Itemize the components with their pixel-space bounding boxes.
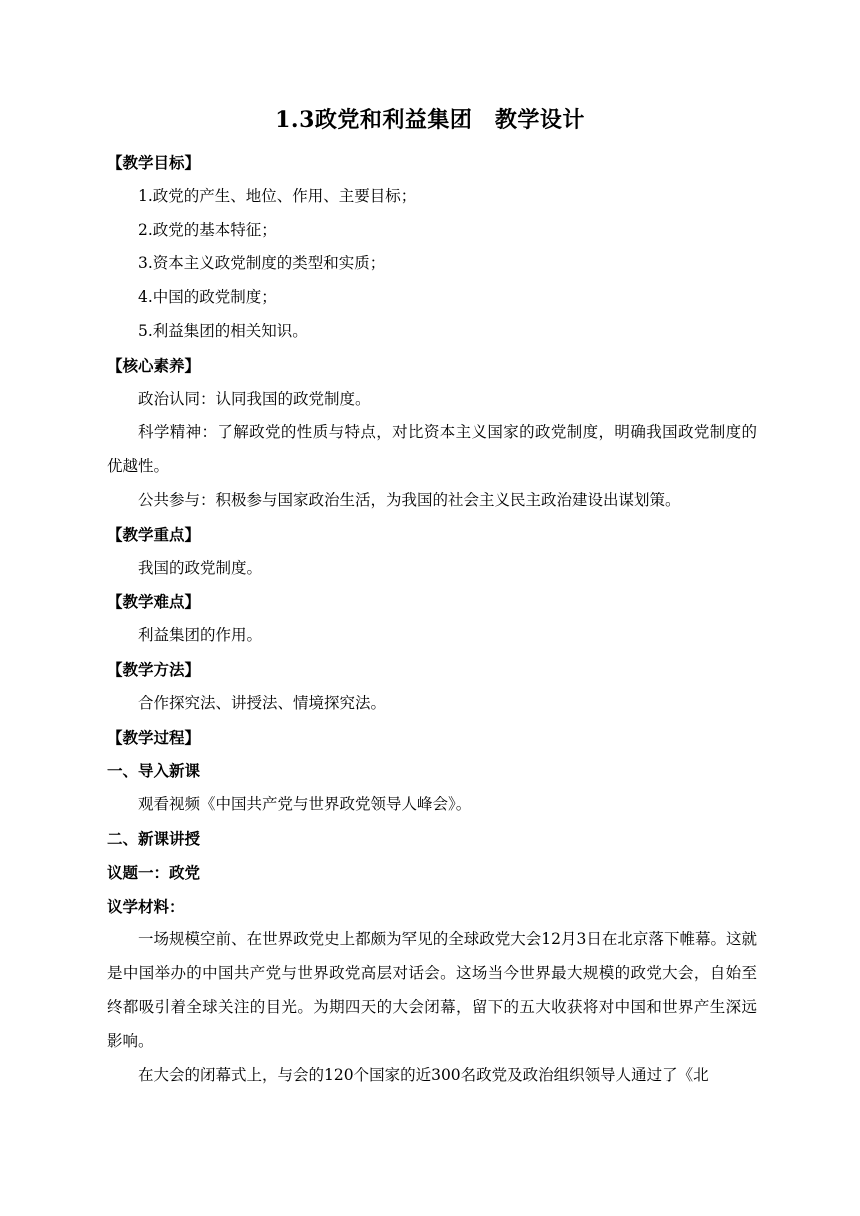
literacy-item: 政治认同：认同我国的政党制度。 [138,389,371,408]
key-text: 我国的政党制度。 [138,558,263,577]
objectives-heading: 【教学目标】 [107,153,201,172]
literacy-item: 科学精神：了解政党的性质与特点，对比资本主义国家的政党制度，明确我国政党制度的优越性。 [107,423,757,476]
new-lesson-heading: 二、新课讲授 [107,828,201,848]
intro-heading: 一、导入新课 [107,761,201,781]
document-body [107,146,757,1092]
material-heading: 议学材料： [107,896,185,916]
intro-text: 观看视频《中国共产党与世界政党领导人峰会》。 [138,795,472,814]
difficulty-text: 利益集团的作用。 [138,626,263,645]
method-heading: 【教学方法】 [107,659,201,679]
difficulty-heading: 【教学难点】 [107,592,201,612]
objective-item: 3.资本主义政党制度的类型和实质； [138,254,386,273]
process-heading: 【教学过程】 [107,727,201,747]
literacy-heading: 【核心素养】 [107,355,201,375]
document-title: 1.3政党和利益集团 教学设计 [275,107,585,133]
key-heading: 【教学重点】 [107,524,201,544]
objective-item: 2.政党的基本特征； [138,220,277,239]
literacy-item: 公共参与：积极参与国家政治生活，为我国的社会主义民主政治建设出谋划策。 [138,490,681,509]
material-paragraph: 在大会的闭幕式上，与会的120个国家的近300名政党及政治组织领导人通过了《北 [138,1065,709,1084]
method-text: 合作探究法、讲授法、情境探究法。 [138,693,387,712]
objective-item: 5.利益集团的相关知识。 [138,321,308,340]
objective-item: 1.政党的产生、地位、作用、主要目标； [138,186,417,205]
topic-heading: 议题一：政党 [107,862,201,882]
objective-item: 4.中国的政党制度； [138,288,277,307]
material-paragraph: 一场规模空前、在世界政党史上都颇为罕见的全球政党大会12月3日在北京落下帷幕。这就是中国举办的中国共产党与世界政党高层对话会。这场当今世界最大规模的政党大会，自始至终都吸引着全球关注的目光。为期四天的大会闭幕，留下的五大收获将对中国和世界产生深远影响。 [107,930,757,1050]
